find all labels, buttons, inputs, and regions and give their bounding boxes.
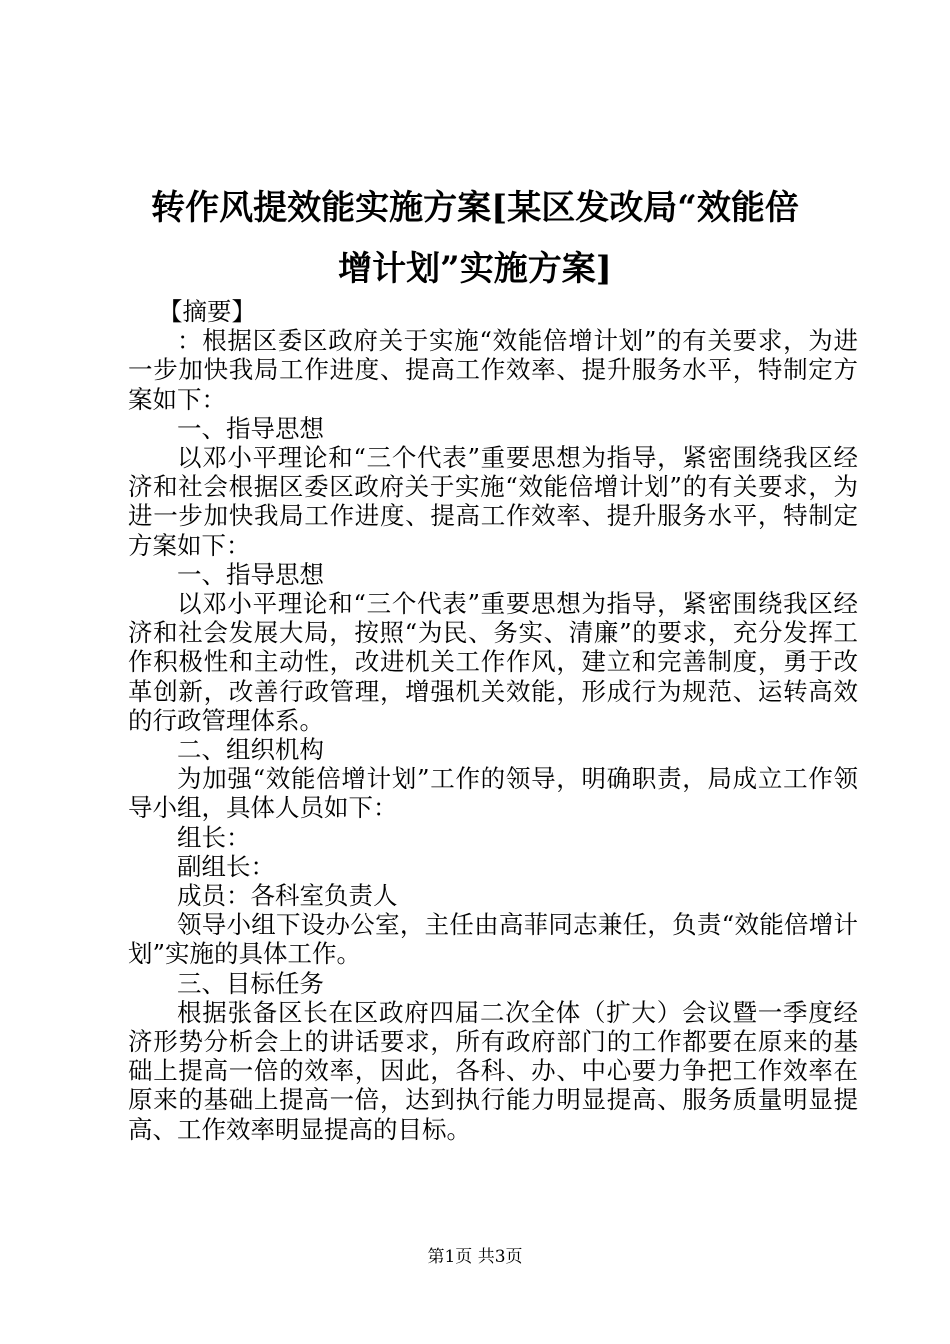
document-title [100,178,850,300]
paragraph: 成员：各科室负责人 [177,881,398,911]
title-line-1: 转作风提效能实施方案[某区发改局“效能倍 [151,188,799,228]
section-heading: 一、指导思想 [177,413,324,443]
paragraph: 根据张备区长在区政府四届二次全体（扩大）会议暨一季度经济形势分析会上的讲话要求，所有政府部门的工作都要在原来的基础上提高一倍的效率，因此，各科、办、中心要力争把工作效率在原来的基础上提高一倍，达到执行能力明显提高、服务质量明显提高、工作效率明显提高的目标。 [128,997,858,1144]
document-body [128,297,858,1144]
paragraph: 为加强“效能倍增计划”工作的领导，明确职责，局成立工作领导小组，具体人员如下： [128,764,858,823]
section-heading: 一、指导思想 [177,559,324,589]
section-heading: 三、目标任务 [177,968,324,998]
section-heading: 二、组织机构 [177,735,324,765]
paragraph: 领导小组下设办公室，主任由高菲同志兼任，负责“效能倍增计划”实施的具体工作。 [128,910,858,969]
paragraph: 组长： [177,822,251,852]
paragraph: 以邓小平理论和“三个代表”重要思想为指导，紧密围绕我区经济和社会根据区委区政府关于实施“效能倍增计划”的有关要求，为进一步加快我局工作进度、提高工作效率、提升服务水平，特制定方案如下： [128,443,858,560]
paragraph: 以邓小平理论和“三个代表”重要思想为指导，紧密围绕我区经济和社会发展大局，按照“为民、务实、清廉”的要求，充分发挥工作积极性和主动性，改进机关工作作风，建立和完善制度，勇于改革创新，改善行政管理，增强机关效能，形成行为规范、运转高效的行政管理体系。 [128,589,858,735]
paragraph: 副组长： [177,851,275,881]
page-footer: 第1页 共3页 [427,1247,523,1267]
title-line-2: 增计划”实施方案] [338,249,612,289]
abstract-label: 【摘要】 [158,297,256,326]
paragraph: ：根据区委区政府关于实施“效能倍增计划”的有关要求，为进一步加快我局工作进度、提高工作效率、提升服务水平，特制定方案如下： [128,326,858,414]
